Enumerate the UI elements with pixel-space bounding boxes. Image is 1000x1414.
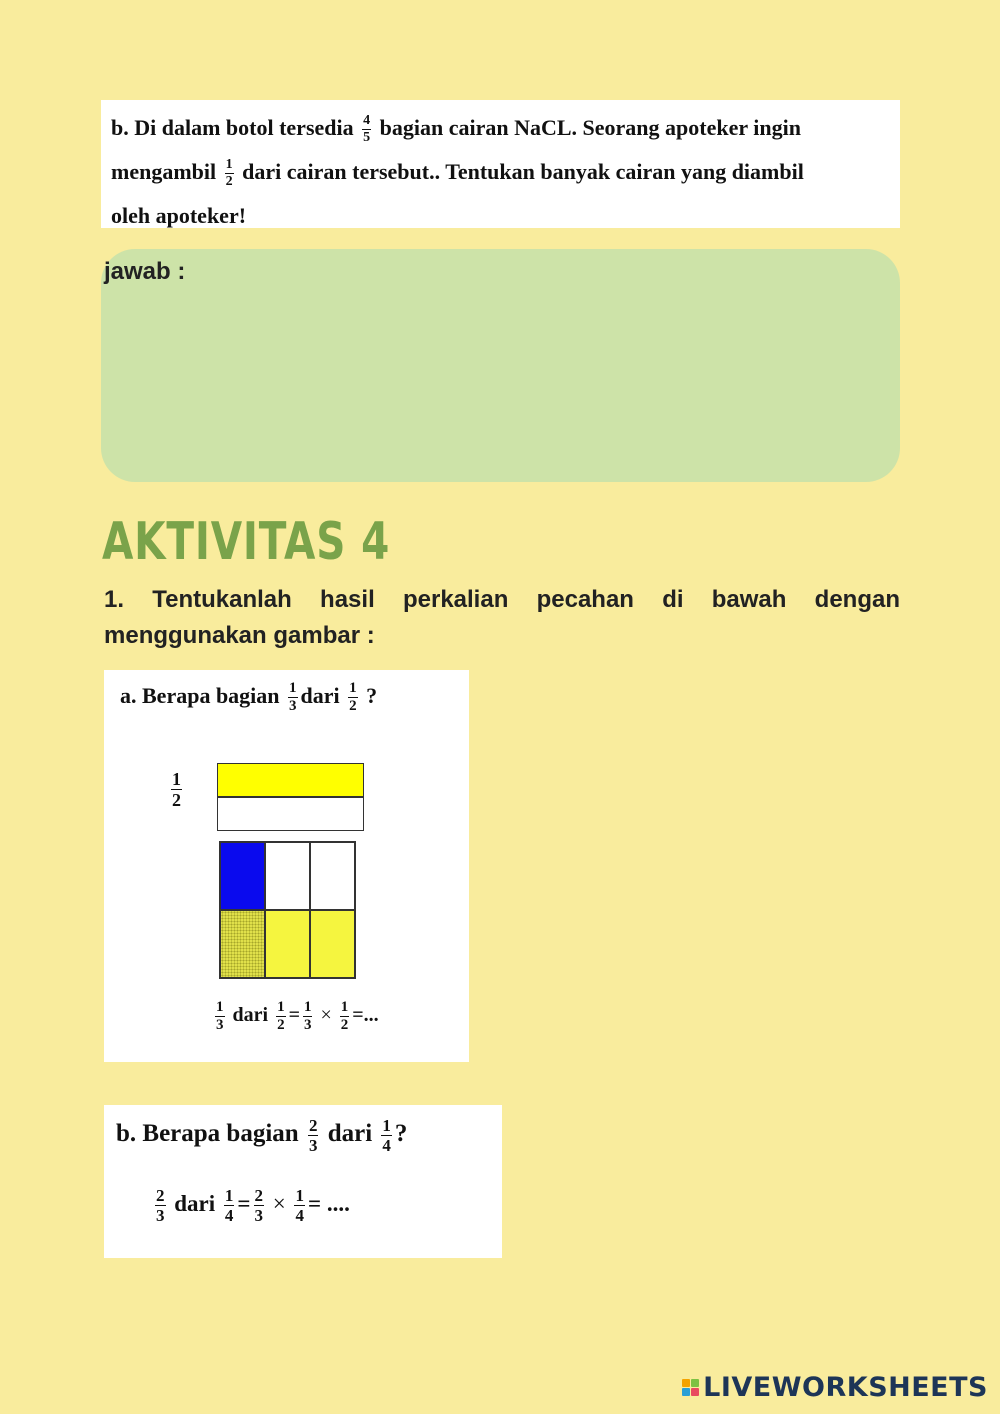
fraction-denominator: 3 <box>303 1017 312 1033</box>
grid-cell <box>220 910 265 978</box>
part-b-question-text: dari <box>327 1120 373 1148</box>
equation-result-blank: =... <box>352 1004 379 1027</box>
fraction-denominator: 3 <box>216 1017 224 1033</box>
fraction-one-third <box>215 1000 225 1033</box>
question-b-text: bagian cairan NaCL. Seorang apoteker ingin <box>379 115 801 140</box>
grid-cell <box>265 910 310 978</box>
equation-word: dari <box>174 1190 216 1216</box>
fraction-denominator: 2 <box>349 698 357 715</box>
question-b-line-2 <box>111 150 890 194</box>
half-strip-shaded <box>217 763 364 797</box>
part-a-question <box>120 678 377 714</box>
fraction-denominator: 3 <box>308 1136 318 1155</box>
grid-cell <box>310 842 355 910</box>
fraction-two-thirds <box>254 1187 265 1224</box>
part-a-box <box>104 670 469 1062</box>
question-b-text: mengambil <box>111 159 217 184</box>
question-b-box <box>101 100 900 228</box>
part-a-equation <box>212 1000 379 1033</box>
equals-sign: = <box>288 1004 300 1027</box>
equation-result-blank: = .... <box>307 1190 350 1216</box>
fraction-numerator: 1 <box>172 769 181 789</box>
fraction-numerator: 2 <box>156 1186 165 1205</box>
fraction-numerator: 2 <box>308 1116 318 1135</box>
fraction-denominator: 3 <box>156 1206 165 1225</box>
fraction-numerator: 1 <box>303 999 312 1015</box>
fraction-numerator: 2 <box>254 1186 263 1205</box>
fraction-numerator: 1 <box>340 999 349 1015</box>
part-a-question-mark: ? <box>366 683 378 708</box>
fraction-numerator: 1 <box>277 999 285 1015</box>
part-b-box <box>104 1105 502 1258</box>
fraction-one-half <box>276 1000 286 1033</box>
fraction-denominator: 4 <box>382 1136 391 1155</box>
fraction-two-thirds <box>155 1187 166 1224</box>
part-a-question-text: dari <box>300 683 340 708</box>
fraction-denominator: 2 <box>225 174 233 190</box>
fraction-one-fourth <box>294 1187 305 1224</box>
equals-sign: = <box>237 1190 251 1216</box>
logo-square <box>682 1379 690 1387</box>
half-strip-unshaded <box>217 797 364 831</box>
liveworksheets-logo-icon <box>682 1379 699 1396</box>
fraction-numerator: 1 <box>216 999 224 1015</box>
fraction-area-grid <box>219 841 356 979</box>
fraction-denominator: 3 <box>254 1206 263 1225</box>
question-b-line-1 <box>111 106 890 150</box>
liveworksheets-brand <box>682 1372 988 1403</box>
logo-square <box>682 1388 690 1396</box>
fraction-numerator: 1 <box>289 680 297 697</box>
logo-square <box>691 1388 699 1396</box>
fraction-four-fifths <box>362 114 371 145</box>
part-b-question-text: b. Berapa bagian <box>116 1120 299 1148</box>
fraction-one-third <box>303 1000 313 1033</box>
brand-name: LIVEWORKSHEETS <box>703 1372 988 1403</box>
fraction-one-half <box>225 158 234 189</box>
fraction-numerator: 1 <box>382 1116 391 1135</box>
fraction-denominator: 5 <box>363 130 371 146</box>
fraction-one-half <box>340 1000 350 1033</box>
activity-title: AKTIVITAS 4 <box>102 512 391 572</box>
fraction-two-thirds <box>308 1117 319 1154</box>
part-a-question-text: a. Berapa bagian <box>120 683 280 708</box>
fraction-numerator: 1 <box>224 1186 234 1205</box>
fraction-denominator: 3 <box>289 698 297 715</box>
fraction-numerator: 1 <box>225 157 233 173</box>
question-b-text: b. Di dalam botol tersedia <box>111 115 354 140</box>
fraction-denominator: 2 <box>172 790 181 810</box>
logo-square <box>691 1379 699 1387</box>
times-sign: × <box>320 1004 332 1027</box>
fraction-one-fourth <box>224 1187 235 1224</box>
fraction-one-fourth <box>381 1117 392 1154</box>
fraction-denominator: 2 <box>277 1017 285 1033</box>
question-b-line-3: oleh apoteker! <box>111 203 247 228</box>
grid-cell <box>265 842 310 910</box>
strip-fraction-label <box>168 770 185 809</box>
part-b-question-mark: ? <box>394 1120 408 1148</box>
answer-label: jawab : <box>104 258 186 285</box>
fraction-numerator: 1 <box>349 680 357 697</box>
answer-input-box[interactable] <box>101 249 900 482</box>
equation-word: dari <box>232 1004 269 1027</box>
fraction-one-third <box>288 681 298 714</box>
part-b-equation <box>152 1187 350 1224</box>
activity-instruction: 1. Tentukanlah hasil perkalian pecahan di bawah dengan menggunakan gambar : <box>104 586 900 649</box>
fraction-denominator: 4 <box>295 1206 304 1225</box>
fraction-denominator: 4 <box>224 1206 234 1225</box>
fraction-one-half <box>171 770 182 809</box>
fraction-numerator: 1 <box>295 1186 304 1205</box>
times-sign: × <box>272 1190 286 1216</box>
fraction-denominator: 2 <box>340 1017 349 1033</box>
fraction-one-half <box>348 681 358 714</box>
question-b-text: dari cairan tersebut.. Tentukan banyak cairan yang diambil <box>242 159 804 184</box>
grid-cell <box>220 842 265 910</box>
grid-cell <box>310 910 355 978</box>
part-b-question <box>116 1117 407 1154</box>
fraction-numerator: 4 <box>363 113 371 129</box>
